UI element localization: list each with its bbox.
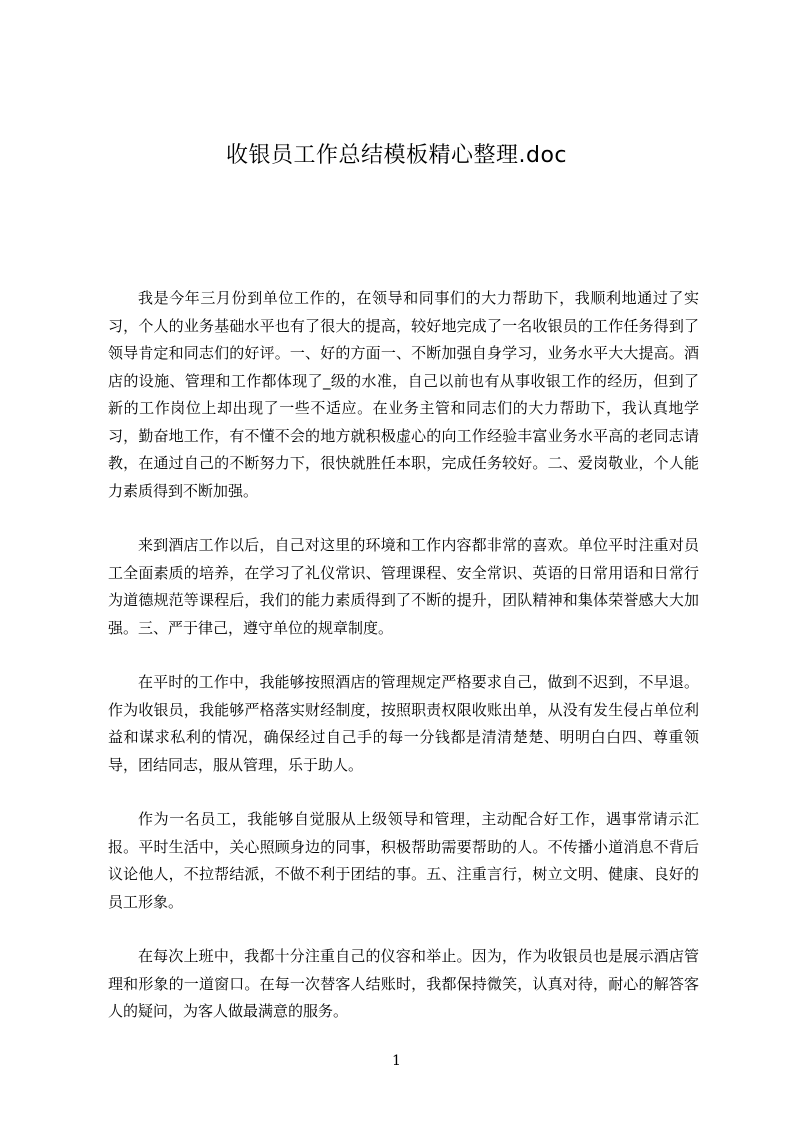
paragraph-3: 在平时的工作中，我能够按照酒店的管理规定严格要求自己，做到不迟到，不早退。作为收银员，我能够严格落实财经制度，按照职责权限收账出单，从没有发生侵占单位利益和谋求私利的情况，确保经过自己手的每一分钱都是清清楚楚、明明白白四、尊重领导，团结同志，服从管理，乐于助人。 bbox=[108, 673, 699, 774]
paragraph-1: 我是今年三月份到单位工作的，在领导和同事们的大力帮助下，我顺利地通过了实习，个人的业务基础水平也有了很大的提高，较好地完成了一名收银员的工作任务得到了领导肯定和同志们的好评。一、好的方面一、不断加强自身学习，业务水平大大提高。酒店的设施、管理和工作都体现了_级的水准，自己以前也有从事收银工作的经历，但到了新的工作岗位上却出现了一些不适应。在业务主管和同志们的大力帮助下，我认真地学习，勤奋地工作，有不懂不会的地方就积极虚心的向工作经验丰富业务水平高的老同志请教，在通过自己的不断努力下，很快就胜任本职，完成任务较好。二、爱岗敬业，个人能力素质得到不断加强。 bbox=[108, 289, 699, 500]
paragraph-4: 作为一名员工，我能够自觉服从上级领导和管理，主动配合好工作，遇事常请示汇报。平时生活中，关心照顾身边的同事，积极帮助需要帮助的人。不传播小道消息不背后议论他人，不拉帮结派，不做不利于团结的事。五、注重言行，树立文明、健康、良好的员工形象。 bbox=[108, 810, 699, 911]
document-body bbox=[108, 285, 699, 1053]
document-title: 收银员工作总结模板精心整理.doc bbox=[225, 143, 567, 168]
page-number: 1 bbox=[392, 1053, 401, 1069]
paragraph-2: 来到酒店工作以后，自己对这里的环境和工作内容都非常的喜欢。单位平时注重对员工全面素质的培养，在学习了礼仪常识、管理课程、安全常识、英语的日常用语和日常行为道德规范等课程后，我们的能力素质得到了不断的提升，团队精神和集体荣誉感大大加强。三、严于律己，遵守单位的规章制度。 bbox=[108, 536, 699, 637]
paragraph-5: 在每次上班中，我都十分注重自己的仪容和举止。因为，作为收银员也是展示酒店管理和形象的一道窗口。在每一次替客人结账时，我都保持微笑，认真对待，耐心的解答客人的疑问，为客人做最满意的服务。 bbox=[108, 947, 699, 1020]
